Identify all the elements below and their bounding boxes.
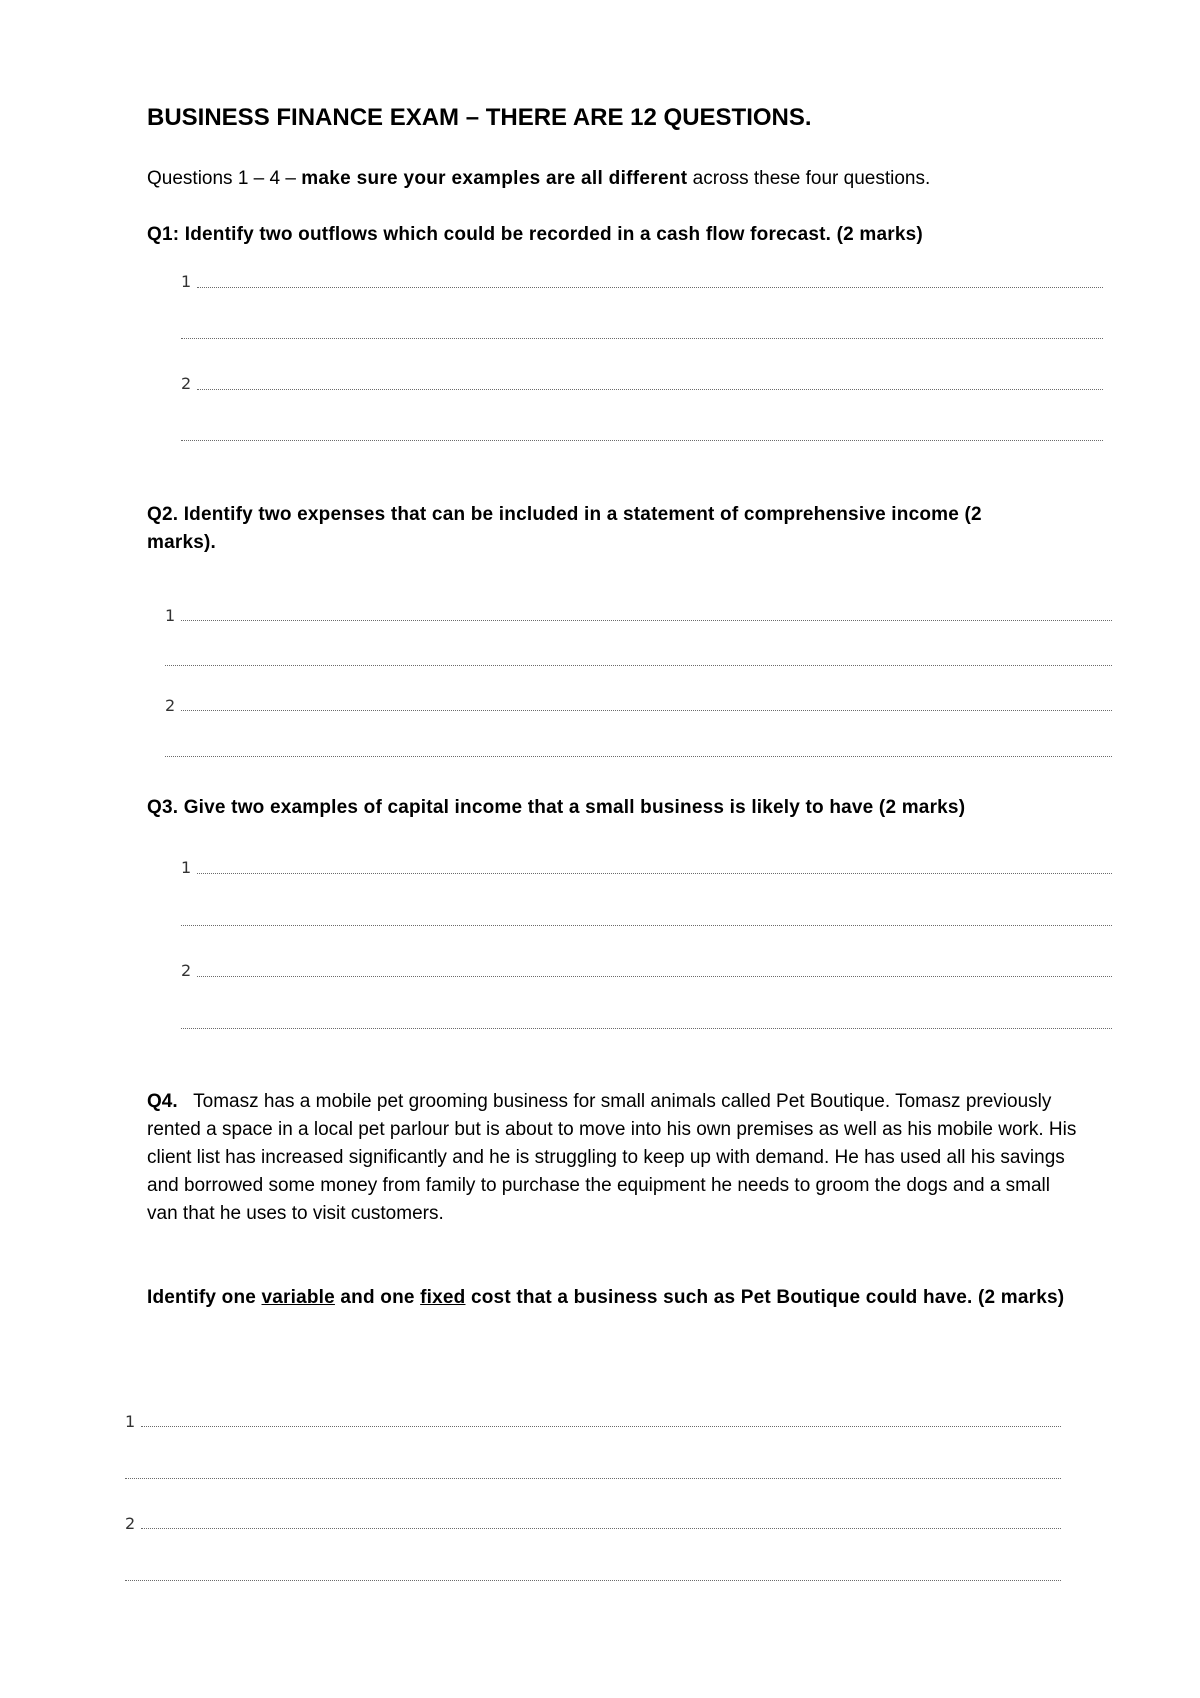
task-text-part-2: and one: [334, 1287, 421, 1308]
answer-line[interactable]: [165, 756, 1112, 757]
question-3: Q3. Give two examples of capital income that a small business is likely to have (2 marks): [147, 797, 966, 818]
answer-line[interactable]: [197, 389, 1103, 390]
task-text-part-1: Identify one: [147, 1287, 262, 1308]
answer-number-2: 2: [181, 961, 192, 980]
answer-line[interactable]: [181, 710, 1112, 711]
question-1: Q1: Identify two outflows which could be recorded in a cash flow forecast. (2 marks): [147, 224, 923, 245]
question-4-task: [147, 1284, 1077, 1312]
answer-line[interactable]: [181, 338, 1103, 339]
question-4-scenario: [147, 1088, 1077, 1228]
answer-line[interactable]: [125, 1580, 1061, 1581]
task-text-part-3: cost that a business such as Pet Boutique could have. (2 marks): [465, 1287, 1065, 1308]
answer-line[interactable]: [197, 873, 1112, 874]
answer-line[interactable]: [125, 1478, 1061, 1479]
task-variable: variable: [261, 1287, 335, 1308]
question-2: Q2. Identify two expenses that can be included in a statement of comprehensive income (2 marks).: [147, 504, 982, 553]
answer-line[interactable]: [181, 620, 1112, 621]
answer-line[interactable]: [197, 976, 1112, 977]
answer-line[interactable]: [181, 1028, 1112, 1029]
answer-number-1: 1: [181, 272, 192, 291]
answer-number-2: 2: [125, 1514, 136, 1533]
answer-line[interactable]: [197, 287, 1103, 288]
answer-line[interactable]: [181, 440, 1103, 441]
instructions-emphasis: make sure your examples are all different: [301, 168, 688, 189]
instructions-prefix: Questions 1 – 4 –: [147, 168, 302, 189]
answer-line[interactable]: [141, 1426, 1061, 1427]
question-4-label: Q4.: [147, 1091, 178, 1112]
answer-number-2: 2: [165, 696, 176, 715]
answer-line[interactable]: [165, 665, 1112, 666]
exam-title: BUSINESS FINANCE EXAM – THERE ARE 12 QUESTIONS.: [147, 104, 812, 131]
answer-number-1: 1: [181, 858, 192, 877]
answer-number-1: 1: [165, 606, 176, 625]
scenario-text: Tomasz has a mobile pet grooming business for small animals called Pet Boutique. Tomasz previously rented a space in a local pet parlour but is about to move into his own premises as well as his mobile work. His client list has increased significantly and he is struggling to keep up with demand. He has used all his savings and borrowed some money from family to purchase the equipment he needs to groom the dogs and a small van that he uses to visit customers.: [147, 1091, 1077, 1224]
answer-number-1: 1: [125, 1412, 136, 1431]
instructions-suffix: across these four questions.: [687, 168, 931, 189]
answer-number-2: 2: [181, 374, 192, 393]
answer-line[interactable]: [141, 1528, 1061, 1529]
task-fixed: fixed: [420, 1287, 466, 1308]
instructions: [147, 168, 930, 190]
answer-line[interactable]: [181, 925, 1112, 926]
